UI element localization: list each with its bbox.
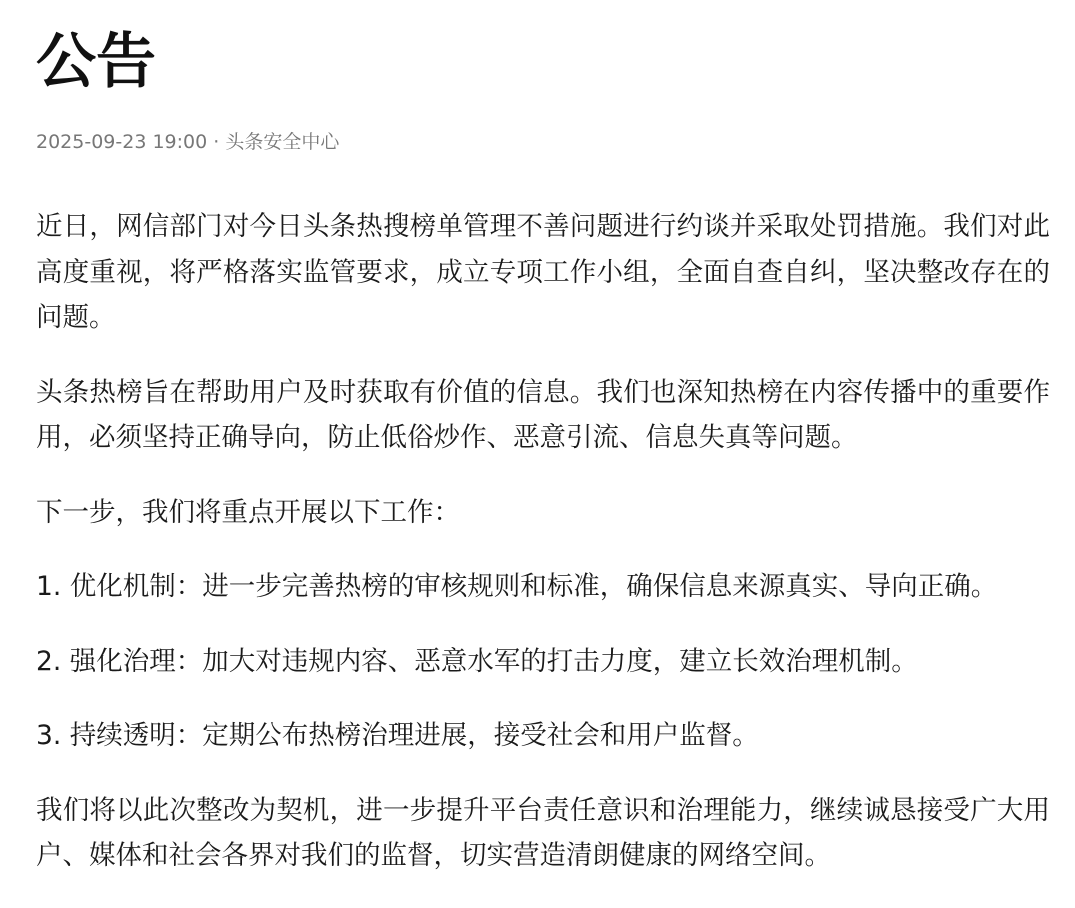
page-title: 公告 bbox=[36, 27, 156, 97]
paragraph: 下一步，我们将重点开展以下工作： bbox=[36, 496, 460, 528]
list-item: 3. 持续透明：定期公布热榜治理进展，接受社会和用户监督。 bbox=[36, 720, 759, 751]
list-item: 1. 优化机制：进一步完善热榜的审核规则和标准，确保信息来源真实、导向正确。 bbox=[36, 571, 998, 602]
source-name: 头条安全中心 bbox=[225, 131, 340, 153]
list-item: 2. 强化治理：加大对违规内容、恶意水军的打击力度，建立长效治理机制。 bbox=[36, 645, 918, 677]
meta-separator: · bbox=[213, 131, 220, 153]
publish-datetime: 2025-09-23 19:00 bbox=[36, 131, 208, 153]
paragraph: 我们将以此次整改为契机，进一步提升平台责任意识和治理能力，继续诚恳接受广大用户、媒体和社会各界对我们的监督，切实营造清朗健康的网络空间。 bbox=[36, 794, 1050, 871]
paragraph: 近日，网信部门对今日头条热搜榜单管理不善问题进行约谈并采取处罚措施。我们对此高度重视，将严格落实监管要求，成立专项工作小组，全面自查自纠，坚决整改存在的问题。 bbox=[36, 211, 1050, 333]
paragraph: 头条热榜旨在帮助用户及时获取有价值的信息。我们也深知热榜在内容传播中的重要作用，必须坚持正确导向，防止低俗炒作、恶意引流、信息失真等问题。 bbox=[36, 376, 1050, 453]
article-body bbox=[36, 204, 1050, 908]
article-meta bbox=[36, 127, 339, 154]
